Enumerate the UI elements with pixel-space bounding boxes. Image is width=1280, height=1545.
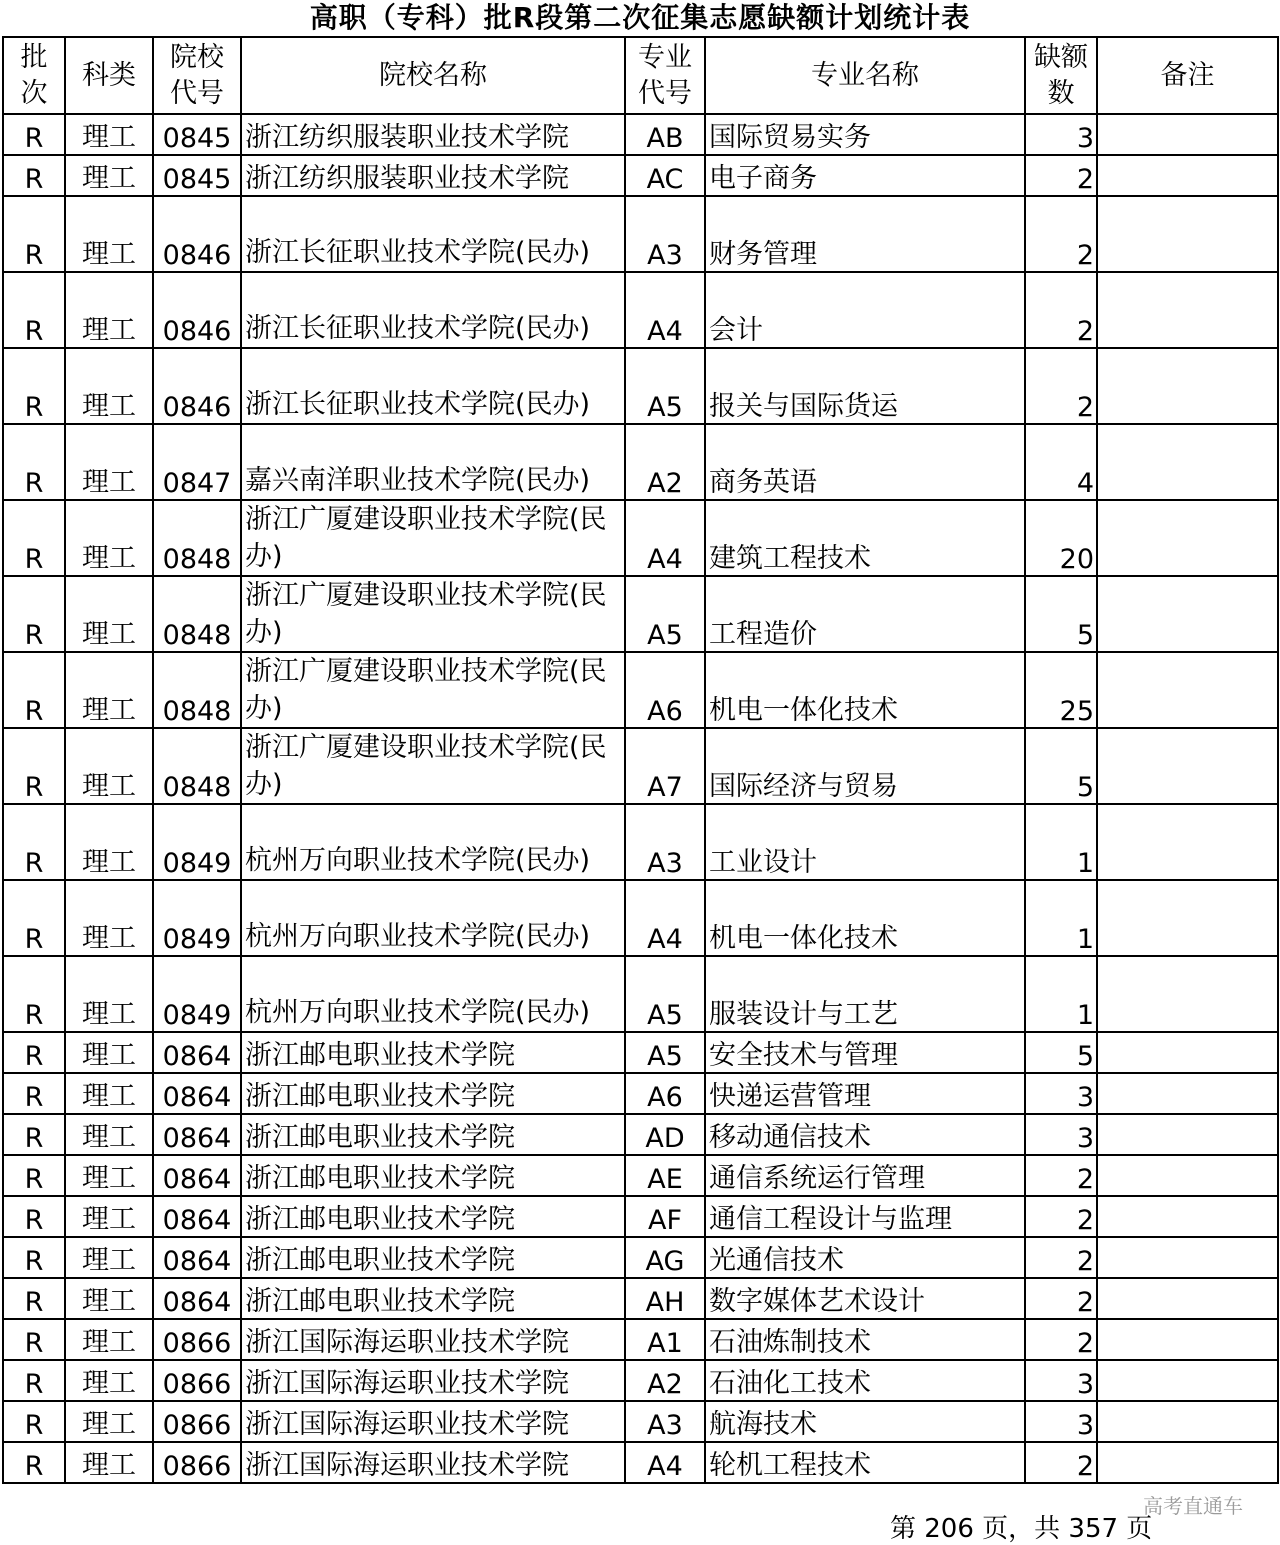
table-row xyxy=(3,1319,1278,1360)
cell-category: 理工 xyxy=(65,1401,153,1442)
cell-batch: R xyxy=(3,956,65,1032)
cell-major-name: 服装设计与工艺 xyxy=(705,956,1025,1032)
cell-school-code: 0866 xyxy=(153,1360,241,1401)
cell-remarks xyxy=(1097,728,1278,804)
cell-vacancies: 2 xyxy=(1025,1155,1097,1196)
cell-category: 理工 xyxy=(65,114,153,155)
header-category: 科类 xyxy=(65,37,153,114)
cell-school-name: 浙江广厦建设职业技术学院(民办) xyxy=(241,728,625,804)
cell-remarks xyxy=(1097,155,1278,196)
cell-batch: R xyxy=(3,728,65,804)
cell-school-code: 0846 xyxy=(153,272,241,348)
cell-vacancies: 3 xyxy=(1025,114,1097,155)
header-major-name: 专业名称 xyxy=(705,37,1025,114)
cell-remarks xyxy=(1097,1401,1278,1442)
cell-batch: R xyxy=(3,1073,65,1114)
cell-batch: R xyxy=(3,155,65,196)
cell-major-code: A7 xyxy=(625,728,705,804)
cell-major-name: 商务英语 xyxy=(705,424,1025,500)
header-school-name: 院校名称 xyxy=(241,37,625,114)
cell-school-name: 浙江邮电职业技术学院 xyxy=(241,1196,625,1237)
cell-major-code: A6 xyxy=(625,1073,705,1114)
cell-school-name: 浙江邮电职业技术学院 xyxy=(241,1237,625,1278)
cell-school-code: 0846 xyxy=(153,348,241,424)
table-row xyxy=(3,956,1278,1032)
cell-school-code: 0864 xyxy=(153,1073,241,1114)
cell-major-code: A5 xyxy=(625,348,705,424)
vacancy-table xyxy=(2,36,1279,1484)
cell-category: 理工 xyxy=(65,1032,153,1073)
cell-category: 理工 xyxy=(65,272,153,348)
cell-vacancies: 3 xyxy=(1025,1114,1097,1155)
cell-remarks xyxy=(1097,1196,1278,1237)
cell-remarks xyxy=(1097,1155,1278,1196)
cell-batch: R xyxy=(3,804,65,880)
cell-remarks xyxy=(1097,196,1278,272)
table-row xyxy=(3,576,1278,652)
cell-school-code: 0864 xyxy=(153,1237,241,1278)
cell-vacancies: 20 xyxy=(1025,500,1097,576)
cell-major-name: 安全技术与管理 xyxy=(705,1032,1025,1073)
cell-category: 理工 xyxy=(65,956,153,1032)
cell-school-name: 浙江广厦建设职业技术学院(民办) xyxy=(241,500,625,576)
cell-school-name: 浙江长征职业技术学院(民办) xyxy=(241,196,625,272)
cell-vacancies: 2 xyxy=(1025,348,1097,424)
table-row xyxy=(3,1155,1278,1196)
cell-category: 理工 xyxy=(65,1319,153,1360)
cell-vacancies: 5 xyxy=(1025,728,1097,804)
cell-category: 理工 xyxy=(65,728,153,804)
cell-vacancies: 1 xyxy=(1025,880,1097,956)
cell-school-code: 0848 xyxy=(153,728,241,804)
cell-major-name: 石油炼制技术 xyxy=(705,1319,1025,1360)
cell-vacancies: 25 xyxy=(1025,652,1097,728)
cell-vacancies: 2 xyxy=(1025,1319,1097,1360)
cell-remarks xyxy=(1097,1278,1278,1319)
cell-school-code: 0866 xyxy=(153,1319,241,1360)
cell-school-name: 杭州万向职业技术学院(民办) xyxy=(241,804,625,880)
cell-major-code: A2 xyxy=(625,424,705,500)
table-row xyxy=(3,1278,1278,1319)
cell-vacancies: 2 xyxy=(1025,272,1097,348)
cell-major-name: 光通信技术 xyxy=(705,1237,1025,1278)
table-row xyxy=(3,728,1278,804)
cell-vacancies: 1 xyxy=(1025,804,1097,880)
cell-major-code: A4 xyxy=(625,1442,705,1483)
cell-remarks xyxy=(1097,272,1278,348)
cell-batch: R xyxy=(3,1114,65,1155)
cell-major-name: 机电一体化技术 xyxy=(705,652,1025,728)
cell-school-name: 浙江邮电职业技术学院 xyxy=(241,1114,625,1155)
page-title: 高职（专科）批R段第二次征集志愿缺额计划统计表 xyxy=(309,1,971,34)
cell-school-code: 0864 xyxy=(153,1114,241,1155)
cell-batch: R xyxy=(3,1278,65,1319)
table-row xyxy=(3,1196,1278,1237)
cell-remarks xyxy=(1097,880,1278,956)
cell-remarks xyxy=(1097,114,1278,155)
cell-remarks xyxy=(1097,956,1278,1032)
table-row xyxy=(3,1073,1278,1114)
cell-school-name: 杭州万向职业技术学院(民办) xyxy=(241,956,625,1032)
cell-major-name: 工程造价 xyxy=(705,576,1025,652)
cell-major-code: A3 xyxy=(625,196,705,272)
table-row xyxy=(3,1442,1278,1483)
cell-category: 理工 xyxy=(65,880,153,956)
cell-remarks xyxy=(1097,1032,1278,1073)
cell-school-name: 杭州万向职业技术学院(民办) xyxy=(241,880,625,956)
cell-major-code: AF xyxy=(625,1196,705,1237)
cell-category: 理工 xyxy=(65,652,153,728)
cell-major-code: A1 xyxy=(625,1319,705,1360)
cell-school-name: 浙江邮电职业技术学院 xyxy=(241,1155,625,1196)
cell-remarks xyxy=(1097,1442,1278,1483)
cell-school-name: 浙江长征职业技术学院(民办) xyxy=(241,348,625,424)
cell-major-code: A4 xyxy=(625,880,705,956)
cell-category: 理工 xyxy=(65,196,153,272)
cell-category: 理工 xyxy=(65,348,153,424)
cell-category: 理工 xyxy=(65,1196,153,1237)
cell-major-code: A4 xyxy=(625,272,705,348)
table-row xyxy=(3,272,1278,348)
cell-major-name: 财务管理 xyxy=(705,196,1025,272)
cell-category: 理工 xyxy=(65,1237,153,1278)
cell-major-name: 工业设计 xyxy=(705,804,1025,880)
cell-school-name: 浙江邮电职业技术学院 xyxy=(241,1032,625,1073)
cell-school-name: 浙江国际海运职业技术学院 xyxy=(241,1319,625,1360)
table-row xyxy=(3,652,1278,728)
cell-major-name: 机电一体化技术 xyxy=(705,880,1025,956)
cell-school-code: 0848 xyxy=(153,652,241,728)
cell-vacancies: 5 xyxy=(1025,1032,1097,1073)
cell-major-code: A4 xyxy=(625,500,705,576)
cell-category: 理工 xyxy=(65,576,153,652)
table-row xyxy=(3,424,1278,500)
cell-major-name: 轮机工程技术 xyxy=(705,1442,1025,1483)
cell-batch: R xyxy=(3,576,65,652)
cell-major-name: 国际贸易实务 xyxy=(705,114,1025,155)
cell-category: 理工 xyxy=(65,1073,153,1114)
cell-major-code: A5 xyxy=(625,956,705,1032)
cell-batch: R xyxy=(3,196,65,272)
cell-school-name: 浙江邮电职业技术学院 xyxy=(241,1073,625,1114)
cell-batch: R xyxy=(3,1319,65,1360)
cell-batch: R xyxy=(3,1237,65,1278)
cell-batch: R xyxy=(3,114,65,155)
cell-school-name: 浙江广厦建设职业技术学院(民办) xyxy=(241,576,625,652)
cell-school-name: 浙江邮电职业技术学院 xyxy=(241,1278,625,1319)
cell-batch: R xyxy=(3,1155,65,1196)
cell-batch: R xyxy=(3,1401,65,1442)
cell-vacancies: 2 xyxy=(1025,196,1097,272)
cell-batch: R xyxy=(3,1442,65,1483)
cell-category: 理工 xyxy=(65,424,153,500)
table-row xyxy=(3,1401,1278,1442)
cell-major-code: A6 xyxy=(625,652,705,728)
table-row xyxy=(3,1237,1278,1278)
cell-school-code: 0866 xyxy=(153,1442,241,1483)
cell-school-name: 浙江国际海运职业技术学院 xyxy=(241,1360,625,1401)
table-row xyxy=(3,155,1278,196)
cell-remarks xyxy=(1097,500,1278,576)
cell-major-code: A2 xyxy=(625,1360,705,1401)
cell-school-name: 浙江广厦建设职业技术学院(民办) xyxy=(241,652,625,728)
cell-batch: R xyxy=(3,348,65,424)
cell-school-code: 0864 xyxy=(153,1155,241,1196)
cell-major-code: AH xyxy=(625,1278,705,1319)
table-row xyxy=(3,1114,1278,1155)
table-header-row xyxy=(3,37,1278,114)
cell-vacancies: 2 xyxy=(1025,1442,1097,1483)
cell-school-code: 0849 xyxy=(153,880,241,956)
cell-school-code: 0848 xyxy=(153,500,241,576)
cell-major-code: A3 xyxy=(625,804,705,880)
cell-school-name: 浙江纺织服装职业技术学院 xyxy=(241,155,625,196)
cell-remarks xyxy=(1097,1073,1278,1114)
cell-major-name: 通信工程设计与监理 xyxy=(705,1196,1025,1237)
cell-major-name: 航海技术 xyxy=(705,1401,1025,1442)
header-school-code: 院校代号 xyxy=(153,37,241,114)
table-row xyxy=(3,1032,1278,1073)
cell-major-name: 移动通信技术 xyxy=(705,1114,1025,1155)
cell-batch: R xyxy=(3,1032,65,1073)
cell-vacancies: 2 xyxy=(1025,155,1097,196)
table-row xyxy=(3,348,1278,424)
cell-batch: R xyxy=(3,652,65,728)
cell-vacancies: 3 xyxy=(1025,1073,1097,1114)
cell-school-code: 0864 xyxy=(153,1196,241,1237)
cell-remarks xyxy=(1097,652,1278,728)
cell-category: 理工 xyxy=(65,1155,153,1196)
cell-school-name: 浙江国际海运职业技术学院 xyxy=(241,1442,625,1483)
cell-category: 理工 xyxy=(65,155,153,196)
cell-major-code: A3 xyxy=(625,1401,705,1442)
cell-major-code: AE xyxy=(625,1155,705,1196)
cell-school-name: 浙江长征职业技术学院(民办) xyxy=(241,272,625,348)
cell-school-code: 0849 xyxy=(153,804,241,880)
cell-school-code: 0845 xyxy=(153,114,241,155)
cell-remarks xyxy=(1097,576,1278,652)
cell-vacancies: 5 xyxy=(1025,576,1097,652)
cell-batch: R xyxy=(3,272,65,348)
cell-remarks xyxy=(1097,1319,1278,1360)
cell-vacancies: 2 xyxy=(1025,1278,1097,1319)
cell-school-name: 嘉兴南洋职业技术学院(民办) xyxy=(241,424,625,500)
cell-school-code: 0864 xyxy=(153,1278,241,1319)
cell-major-code: AC xyxy=(625,155,705,196)
header-batch: 批次 xyxy=(3,37,65,114)
cell-category: 理工 xyxy=(65,1360,153,1401)
table-row xyxy=(3,114,1278,155)
cell-vacancies: 1 xyxy=(1025,956,1097,1032)
cell-remarks xyxy=(1097,1360,1278,1401)
cell-vacancies: 2 xyxy=(1025,1196,1097,1237)
cell-vacancies: 2 xyxy=(1025,1237,1097,1278)
cell-remarks xyxy=(1097,348,1278,424)
cell-remarks xyxy=(1097,424,1278,500)
table-row xyxy=(3,880,1278,956)
cell-major-name: 电子商务 xyxy=(705,155,1025,196)
cell-school-name: 浙江国际海运职业技术学院 xyxy=(241,1401,625,1442)
cell-batch: R xyxy=(3,1360,65,1401)
page-footer: 第 206 页，共 357 页 xyxy=(890,1514,1153,1544)
cell-vacancies: 3 xyxy=(1025,1401,1097,1442)
cell-vacancies: 3 xyxy=(1025,1360,1097,1401)
cell-remarks xyxy=(1097,804,1278,880)
cell-major-name: 会计 xyxy=(705,272,1025,348)
table-row xyxy=(3,500,1278,576)
cell-vacancies: 4 xyxy=(1025,424,1097,500)
cell-major-code: A5 xyxy=(625,1032,705,1073)
cell-category: 理工 xyxy=(65,500,153,576)
cell-school-code: 0848 xyxy=(153,576,241,652)
cell-school-code: 0864 xyxy=(153,1032,241,1073)
cell-school-code: 0847 xyxy=(153,424,241,500)
cell-major-name: 建筑工程技术 xyxy=(705,500,1025,576)
cell-category: 理工 xyxy=(65,1278,153,1319)
table-body xyxy=(3,114,1278,1483)
cell-major-name: 快递运营管理 xyxy=(705,1073,1025,1114)
cell-school-name: 浙江纺织服装职业技术学院 xyxy=(241,114,625,155)
cell-school-code: 0846 xyxy=(153,196,241,272)
cell-major-name: 报关与国际货运 xyxy=(705,348,1025,424)
cell-major-name: 石油化工技术 xyxy=(705,1360,1025,1401)
cell-batch: R xyxy=(3,424,65,500)
cell-school-code: 0849 xyxy=(153,956,241,1032)
table-row xyxy=(3,1360,1278,1401)
cell-remarks xyxy=(1097,1237,1278,1278)
cell-major-code: AB xyxy=(625,114,705,155)
table-row xyxy=(3,804,1278,880)
cell-major-name: 国际经济与贸易 xyxy=(705,728,1025,804)
cell-batch: R xyxy=(3,500,65,576)
cell-major-code: A5 xyxy=(625,576,705,652)
header-remarks: 备注 xyxy=(1097,37,1278,114)
header-major-code: 专业代号 xyxy=(625,37,705,114)
cell-major-name: 数字媒体艺术设计 xyxy=(705,1278,1025,1319)
cell-major-code: AG xyxy=(625,1237,705,1278)
watermark: 高考直通车 xyxy=(1143,1494,1243,1518)
cell-batch: R xyxy=(3,1196,65,1237)
cell-remarks xyxy=(1097,1114,1278,1155)
cell-category: 理工 xyxy=(65,1442,153,1483)
cell-major-name: 通信系统运行管理 xyxy=(705,1155,1025,1196)
table-row xyxy=(3,196,1278,272)
cell-batch: R xyxy=(3,880,65,956)
cell-category: 理工 xyxy=(65,1114,153,1155)
header-vacancies: 缺额数 xyxy=(1025,37,1097,114)
cell-school-code: 0845 xyxy=(153,155,241,196)
cell-school-code: 0866 xyxy=(153,1401,241,1442)
cell-major-code: AD xyxy=(625,1114,705,1155)
cell-category: 理工 xyxy=(65,804,153,880)
